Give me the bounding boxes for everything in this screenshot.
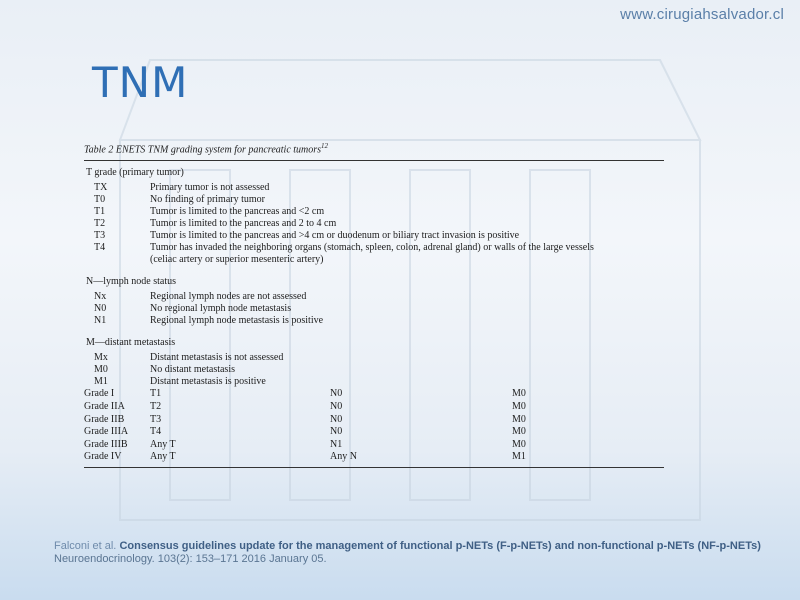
table-bottom-rule <box>84 467 664 468</box>
slide-title: TNM <box>92 58 189 107</box>
table-row: T2 Tumor is limited to the pancreas and 2 to 4 cm <box>94 218 337 230</box>
grade-row: Grade I T1 N0 M0 <box>84 388 526 400</box>
grade-row: Grade IIB T3 N0 M0 <box>84 413 526 425</box>
table-caption: Table 2 ENETS TNM grading system for pancreatic tumors$^{12}$ <box>84 142 329 156</box>
table-row: (celiac artery or superior mesenteric artery) <box>150 254 324 266</box>
grade-row: Grade IV Any T Any N M1 <box>84 451 526 463</box>
table-row: Nx Regional lymph nodes are not assessed <box>94 291 307 303</box>
site-url: www.cirugiahsalvador.cl <box>620 6 784 23</box>
table-row: M1 Distant metastasis is positive <box>94 376 266 388</box>
table-row: Mx Distant metastasis is not assessed <box>94 352 284 364</box>
reference-paper-title: Consensus guidelines update for the management of functional p-NETs (F-p-NETs) and non-functional p-NETs (NF-p-NETs) <box>119 540 761 552</box>
m-metastasis-section <box>84 337 664 388</box>
reference-authors: Falconi et al. <box>54 540 117 552</box>
grade-section <box>84 388 664 464</box>
table-row: M0 No distant metastasis <box>94 364 235 376</box>
table-row: TX Primary tumor is not assessed <box>94 182 270 194</box>
table-row: N0 No regional lymph node metastasis <box>94 303 292 315</box>
table-row: N1 Regional lymph node metastasis is positive <box>94 315 324 327</box>
reference-journal: Neuroendocrinology. 103(2): 153–171 2016 January 05. <box>54 553 327 565</box>
tnm-table <box>84 142 664 468</box>
n-status-section <box>84 276 664 327</box>
section-title: N—lymph node status <box>86 276 176 288</box>
t-grade-section <box>84 167 664 266</box>
grade-row: Grade IIIB Any T N1 M0 <box>84 438 526 450</box>
table-row: T4 Tumor has invaded the neighboring organs (stomach, spleen, colon, adrenal gland) or walls of the large vessels <box>94 242 594 254</box>
reference-line-1 <box>54 540 774 553</box>
section-title: M—distant metastasis <box>86 337 176 349</box>
table-row: T3 Tumor is limited to the pancreas and >4 cm or duodenum or biliary tract invasion is positive <box>94 230 520 242</box>
section-title: T grade (primary tumor) <box>86 167 184 179</box>
table-top-rule <box>84 160 664 161</box>
table-row: T1 Tumor is limited to the pancreas and <2 cm <box>94 206 325 218</box>
grade-row: Grade IIA T2 N0 M0 <box>84 400 526 412</box>
grade-row: Grade IIIA T4 N0 M0 <box>84 426 526 438</box>
reference-citation <box>54 540 774 566</box>
table-row: T0 No finding of primary tumor <box>94 194 265 206</box>
